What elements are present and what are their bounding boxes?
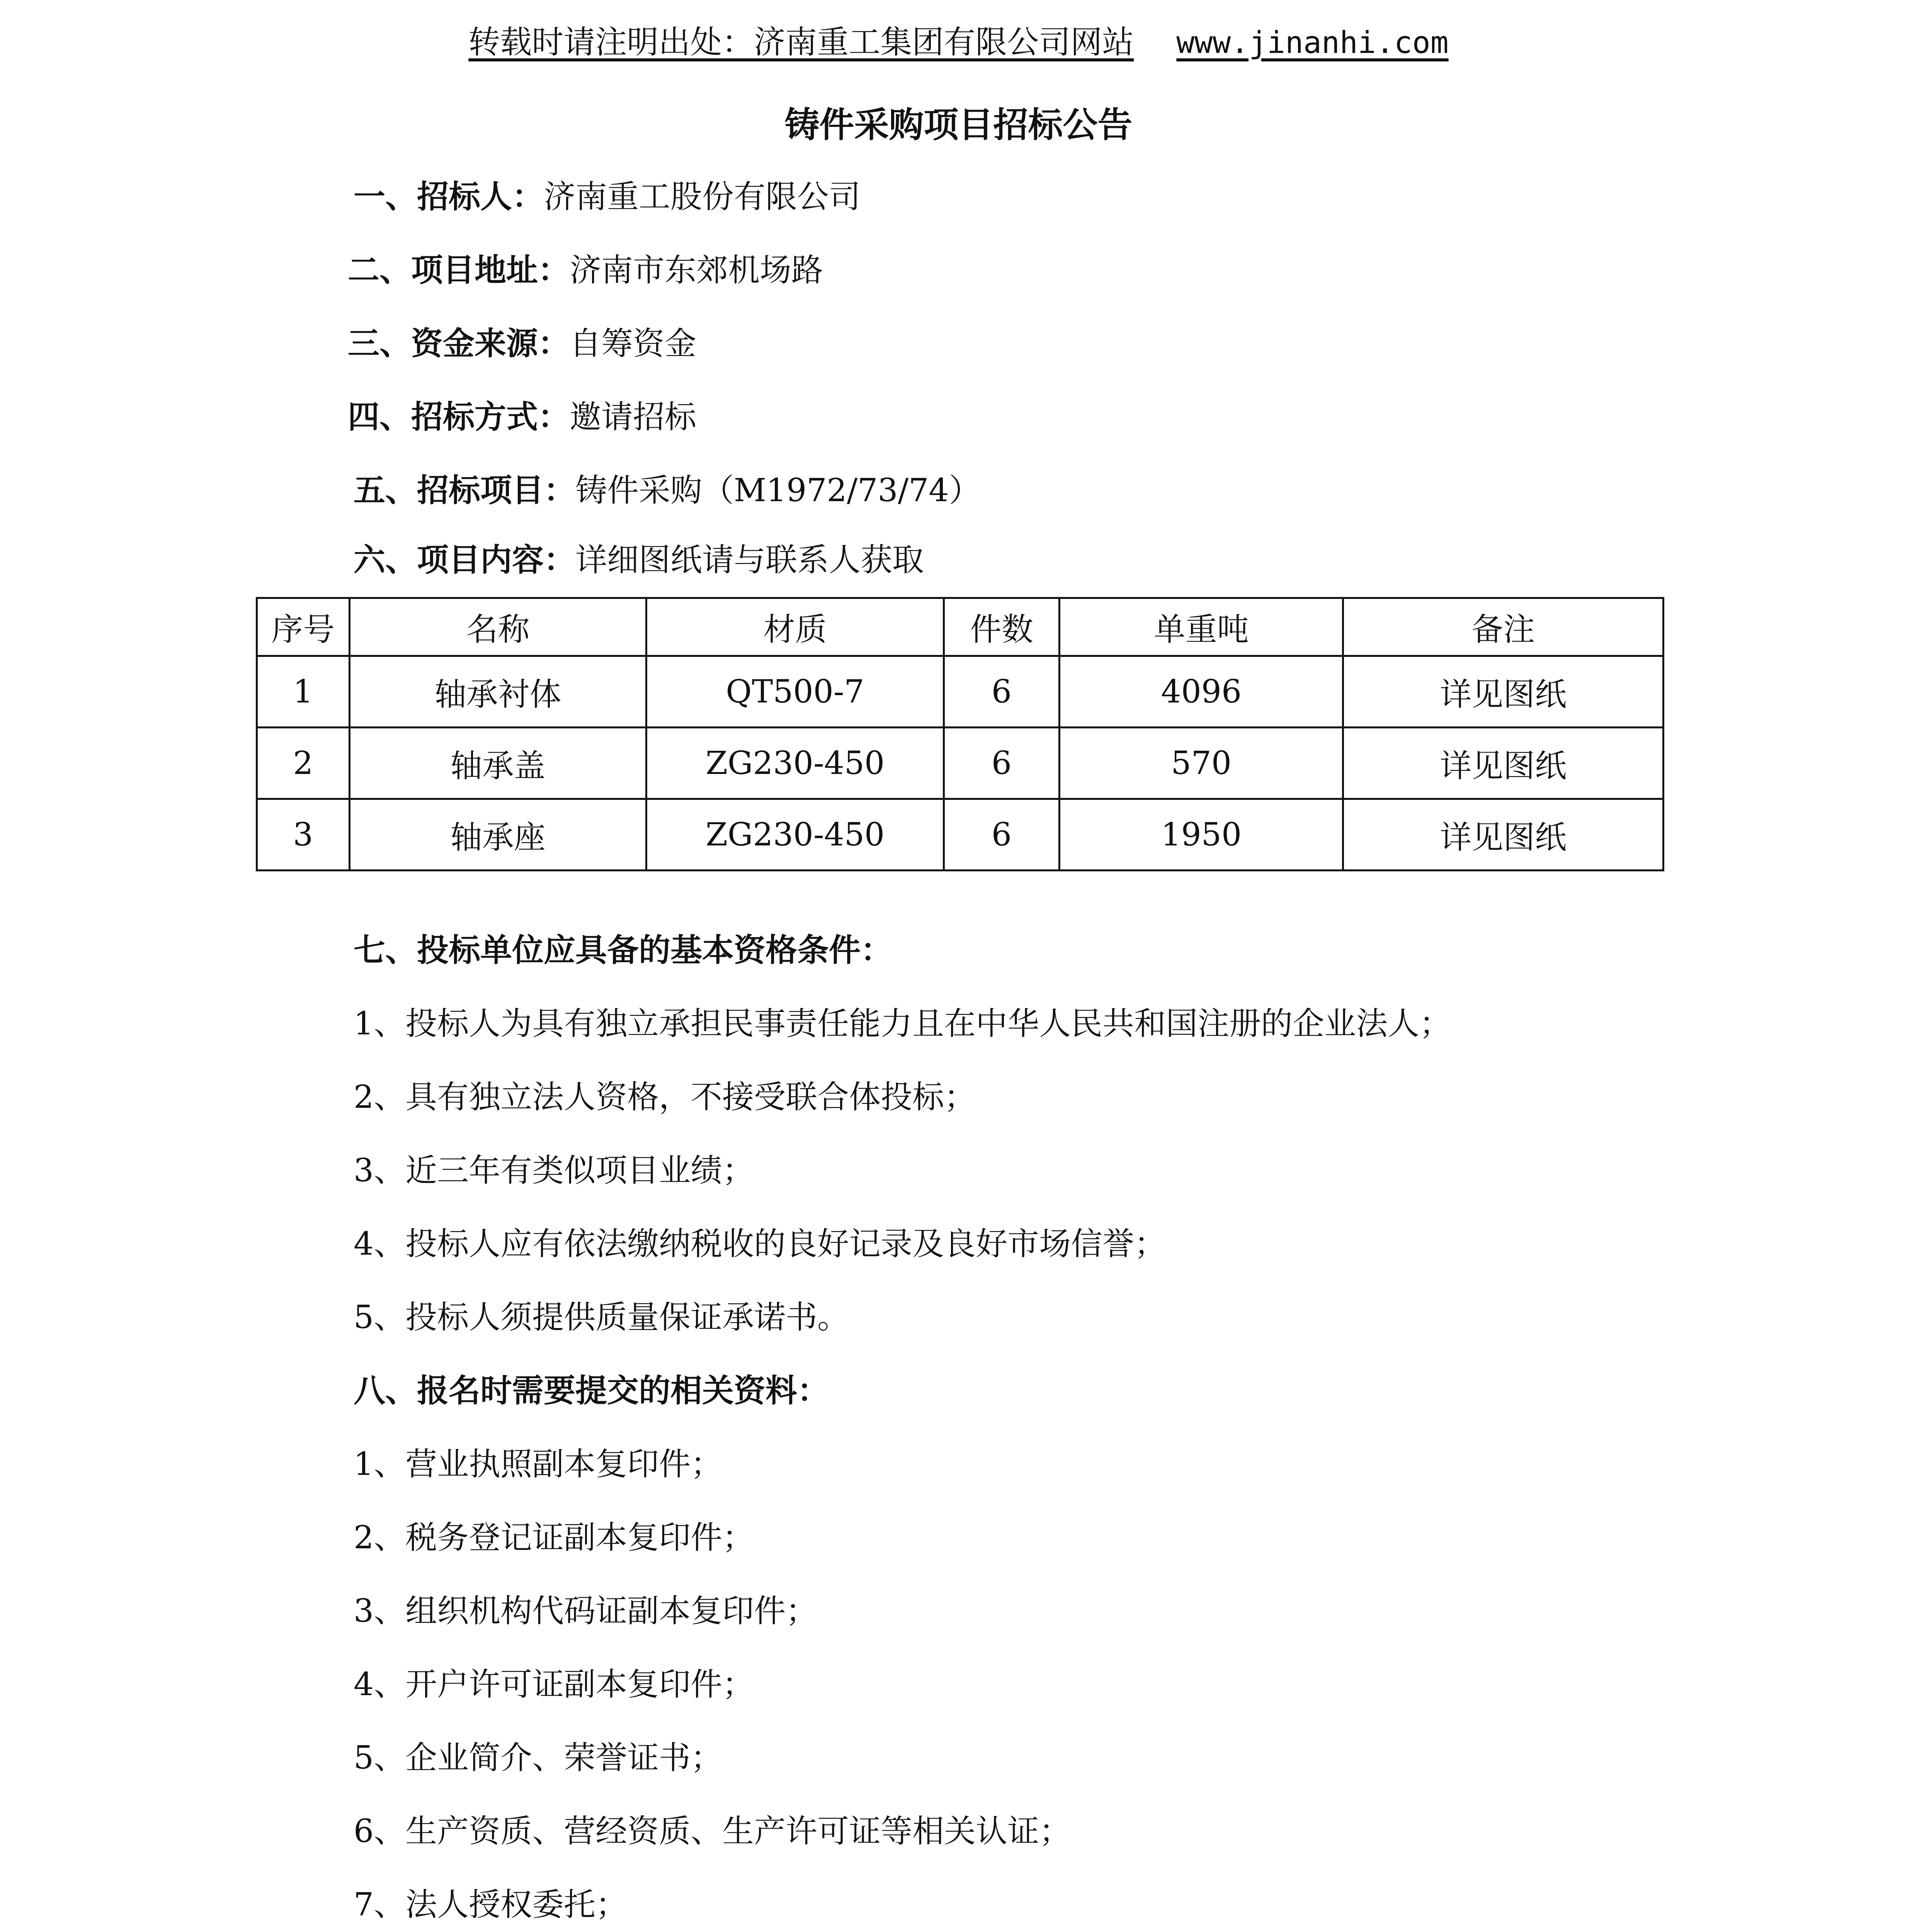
section-label: 二、项目地址： <box>348 252 570 289</box>
cell-name: 轴承座 <box>349 799 646 871</box>
cell-quantity: 6 <box>944 728 1060 799</box>
section-tenderer <box>354 176 861 218</box>
cell-material: ZG230-450 <box>646 799 944 871</box>
cell-name: 轴承盖 <box>349 728 646 799</box>
website-url[interactable]: www.jinanhi.com <box>1176 26 1449 60</box>
cell-material: QT500-7 <box>646 656 944 728</box>
section-label: 三、资金来源： <box>348 325 570 362</box>
cell-material: ZG230-450 <box>646 728 944 799</box>
qualifications-heading: 七、投标单位应具备的基本资格条件： <box>354 932 893 969</box>
qualification-item: 5、投标人须提供质量保证承诺书。 <box>354 1299 849 1336</box>
section-value: 济南市东郊机场路 <box>570 252 823 289</box>
qualification-item: 1、投标人为具有独立承担民事责任能力且在中华人民共和国注册的企业法人； <box>354 1005 1451 1042</box>
cell-quantity: 6 <box>944 799 1060 871</box>
section-value: 济南重工股份有限公司 <box>544 179 861 215</box>
section-label: 五、招标项目： <box>354 472 576 509</box>
column-header-remarks: 备注 <box>1343 598 1664 656</box>
material-item: 6、生产资质、营经资质、生产许可证等相关认证； <box>354 1813 1071 1850</box>
cell-unit-weight: 4096 <box>1060 656 1343 728</box>
column-header-name: 名称 <box>349 598 646 656</box>
section-tender-method <box>348 396 696 439</box>
cell-quantity: 6 <box>944 656 1060 728</box>
material-item: 5、企业简介、荣誉证书； <box>354 1740 723 1776</box>
material-item: 3、组织机构代码证副本复印件； <box>354 1593 818 1629</box>
qualification-item: 2、具有独立法人资格，不接受联合体投标； <box>354 1079 976 1116</box>
material-item: 7、法人授权委托； <box>354 1886 628 1923</box>
table-row <box>257 799 1664 871</box>
section-project-content <box>354 539 924 582</box>
section-value: 铸件采购（M1972/73/74） <box>575 472 981 509</box>
table-row <box>257 728 1664 799</box>
cell-remarks: 详见图纸 <box>1343 728 1664 799</box>
page-title: 铸件采购项目招标公告 <box>784 105 1133 145</box>
section-tender-project <box>354 469 981 512</box>
cell-remarks: 详见图纸 <box>1343 799 1664 871</box>
table-row <box>257 656 1664 728</box>
repost-notice-text: 转载时请注明出处：济南重工集团有限公司网站 <box>468 24 1134 61</box>
materials-heading: 八、报名时需要提交的相关资料： <box>354 1372 829 1409</box>
column-header-material: 材质 <box>646 598 944 656</box>
cell-index: 2 <box>257 728 350 799</box>
cell-unit-weight: 570 <box>1060 728 1343 799</box>
repost-notice <box>0 21 1917 64</box>
section-label: 一、招标人： <box>354 179 544 215</box>
material-item: 4、开户许可证副本复印件； <box>354 1666 754 1703</box>
column-header-unit-weight: 单重吨 <box>1060 598 1343 656</box>
column-header-quantity: 件数 <box>944 598 1060 656</box>
qualification-item: 3、近三年有类似项目业绩； <box>354 1152 754 1189</box>
section-label: 六、项目内容： <box>354 542 576 578</box>
material-item: 1、营业执照副本复印件； <box>354 1446 723 1483</box>
section-funding-source <box>348 323 696 365</box>
section-value: 自筹资金 <box>570 325 697 362</box>
cell-unit-weight: 1950 <box>1060 799 1343 871</box>
cell-index: 3 <box>257 799 350 871</box>
cell-index: 1 <box>257 656 350 728</box>
section-project-address <box>348 249 823 292</box>
section-value: 详细图纸请与联系人获取 <box>575 542 924 578</box>
section-label: 四、招标方式： <box>348 399 570 435</box>
material-item: 2、税务登记证副本复印件； <box>354 1519 754 1556</box>
cell-remarks: 详见图纸 <box>1343 656 1664 728</box>
column-header-index: 序号 <box>257 598 350 656</box>
cell-name: 轴承衬体 <box>349 656 646 728</box>
qualification-item: 4、投标人应有依法缴纳税收的良好记录及良好市场信誉； <box>354 1226 1166 1262</box>
table-header-row <box>257 598 1664 656</box>
section-value: 邀请招标 <box>570 399 697 435</box>
items-table <box>256 597 1664 871</box>
